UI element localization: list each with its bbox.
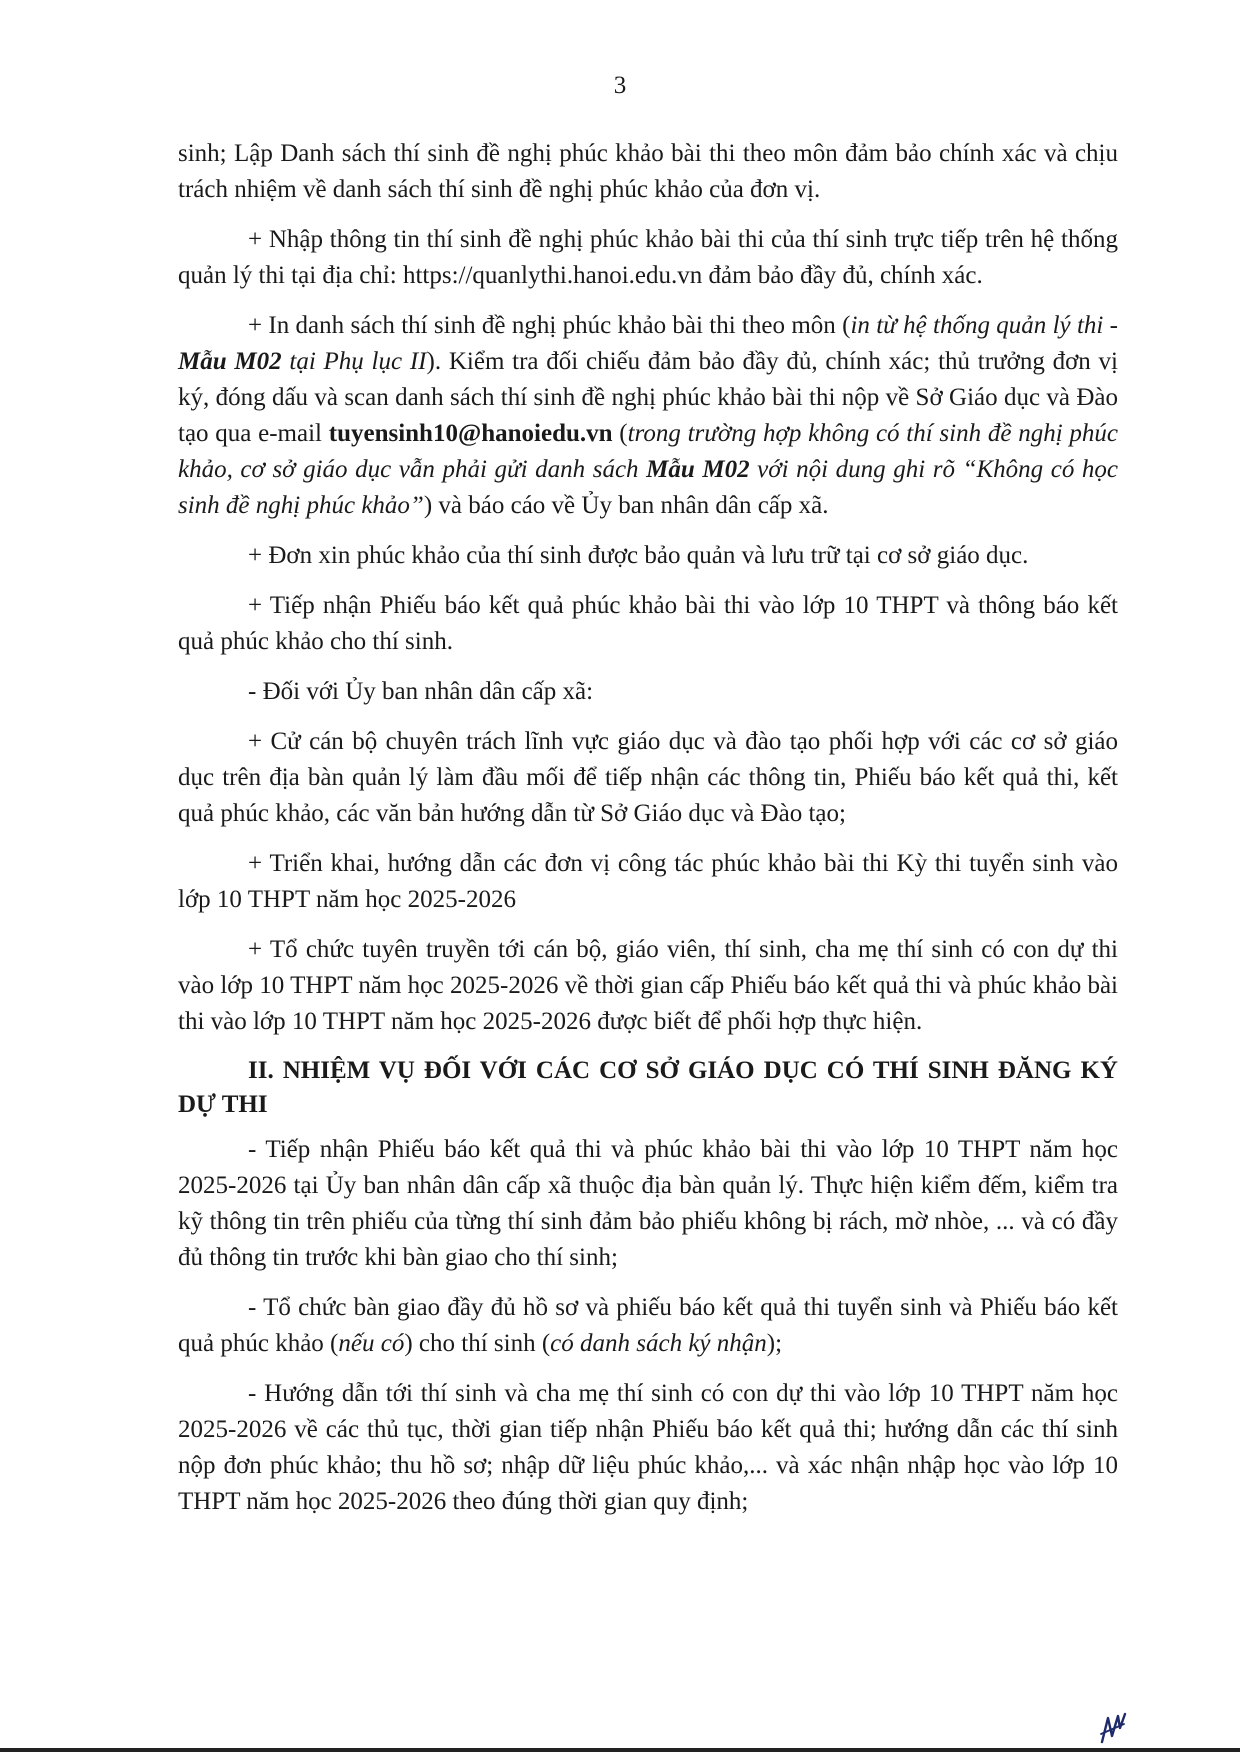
italic-run: nếu có <box>338 1330 405 1357</box>
paragraph-enter-info: + Nhập thông tin thí sinh đề nghị phúc khảo bài thi của thí sinh trực tiếp trên hệ thống quản lý thi tại địa chỉ: https://quanlythi.hanoi.edu.vn đảm bảo đầy đủ, chính xác. <box>178 226 1118 289</box>
text-run: ) cho thí sinh ( <box>404 1330 551 1357</box>
paragraph-print-list <box>178 308 1118 524</box>
italic-run: với nội dung ghi rõ “Không có học sinh đề nghị phúc khảo” <box>178 456 1118 519</box>
initials-signature <box>1098 1712 1128 1746</box>
paragraph-continuation: sinh; Lập Danh sách thí sinh đề nghị phúc khảo bài thi theo môn đảm bảo chính xác và chịu trách nhiệm về danh sách thí sinh đề nghị phúc khảo của đơn vị. <box>178 140 1118 203</box>
document-body <box>178 136 1118 1534</box>
text-run: - Tổ chức bàn giao đầy đủ hồ sơ và phiếu báo kết quả thi tuyển sinh và Phiếu báo kết quả phúc khảo ( <box>178 1294 1118 1357</box>
bottom-border <box>0 1748 1240 1752</box>
italic-run: trong trường hợp không có thí sinh đề nghị phúc khảo, cơ sở giáo dục vẫn phải gửi danh sách <box>178 420 1118 483</box>
text-run: + In danh sách thí sinh đề nghị phúc khảo bài thi theo môn ( <box>248 312 851 339</box>
paragraph-commune-committee: - Đối với Ủy ban nhân dân cấp xã: <box>248 678 594 705</box>
email-address: tuyensinh10@hanoiedu.vn <box>328 420 613 447</box>
paragraph-receive-report: - Tiếp nhận Phiếu báo kết quả thi và phúc khảo bài thi vào lớp 10 THPT năm học 2025-2026 tại Ủy ban nhân dân cấp xã thuộc địa bàn quản lý. Thực hiện kiểm đếm, kiểm tra kỹ thông tin trên phiếu của từng thí sinh đảm bảo phiếu không bị rách, mờ nhòe, ... và có đầy đủ thông tin trước khi bàn giao cho thí sinh; <box>178 1136 1118 1271</box>
paragraph-propaganda: + Tổ chức tuyên truyền tới cán bộ, giáo viên, thí sinh, cha mẹ thí sinh có con dự thi vào lớp 10 THPT năm học 2025-2026 về thời gian cấp Phiếu báo kết quả thi và phúc khảo bài thi vào lớp 10 THPT năm học 2025-2026 được biết để phối hợp thực hiện. <box>178 936 1118 1035</box>
paragraph-receive-results: + Tiếp nhận Phiếu báo kết quả phúc khảo bài thi vào lớp 10 THPT và thông báo kết quả phúc khảo cho thí sinh. <box>178 592 1118 655</box>
paragraph-deploy: + Triển khai, hướng dẫn các đơn vị công tác phúc khảo bài thi Kỳ thi tuyển sinh vào lớp 10 THPT năm học 2025-2026 <box>178 850 1118 913</box>
paragraph-storage: + Đơn xin phúc khảo của thí sinh được bảo quản và lưu trữ tại cơ sở giáo dục. <box>248 542 1029 569</box>
paragraph-handover <box>178 1290 1118 1362</box>
text-run: ) và báo cáo về Ủy ban nhân dân cấp xã. <box>423 492 829 519</box>
paragraph-guidance: - Hướng dẫn tới thí sinh và cha mẹ thí sinh có con dự thi vào lớp 10 THPT năm học 2025-2026 về các thủ tục, thời gian tiếp nhận Phiếu báo kết quả thi; hướng dẫn các thí sinh nộp đơn phúc khảo; thu hồ sơ; nhập dữ liệu phúc khảo,... và xác nhận nhập học vào lớp 10 THPT năm học 2025-2026 theo đúng thời gian quy định; <box>178 1380 1118 1515</box>
italic-run: in từ hệ thống quản lý thi - <box>850 312 1118 339</box>
form-code-m02: Mẫu M02 <box>178 348 282 375</box>
page-number: 3 <box>613 72 627 99</box>
form-code-m02: Mẫu M02 <box>646 456 750 483</box>
italic-run: có danh sách ký nhận <box>550 1330 767 1357</box>
paragraph-assign-staff: + Cử cán bộ chuyên trách lĩnh vực giáo dục và đào tạo phối hợp với các cơ sở giáo dục trên địa bàn quản lý làm đầu mối để tiếp nhận các thông tin, Phiếu báo kết quả thi, kết quả phúc khảo, các văn bản hướng dẫn từ Sở Giáo dục và Đào tạo; <box>178 728 1118 827</box>
text-run: ); <box>766 1330 783 1357</box>
italic-run: tại Phụ lục II <box>281 348 427 375</box>
section-heading: II. NHIỆM VỤ ĐỐI VỚI CÁC CƠ SỞ GIÁO DỤC CÓ THÍ SINH ĐĂNG KÝ DỰ THI <box>178 1057 1118 1118</box>
text-run: ). Kiểm tra đối chiếu đảm bảo đầy đủ, chính xác; thủ trưởng đơn vị ký, đóng dấu và scan danh sách thí sinh đề nghị phúc khảo bài thi nộp về Sở Giáo dục và Đào tạo qua e-mail <box>178 348 1118 447</box>
text-run: ( <box>612 420 628 447</box>
